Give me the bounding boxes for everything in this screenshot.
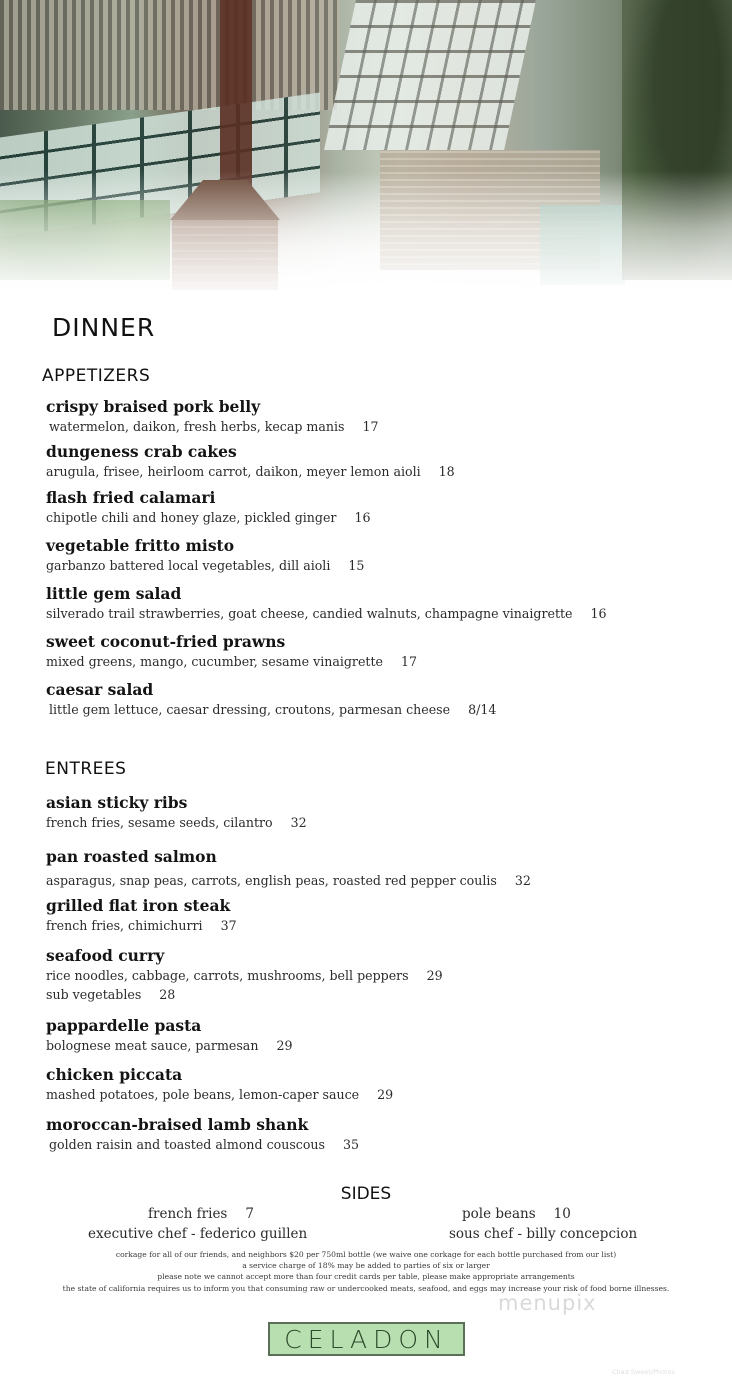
item-name: chicken piccata — [46, 1065, 183, 1084]
entrees-heading: ENTREES — [45, 759, 127, 779]
menu-item — [46, 1115, 359, 1154]
item-description — [46, 556, 364, 575]
item-description-text: mixed greens, mango, cucumber, sesame vinaigrette — [46, 654, 383, 669]
item-description — [46, 1135, 359, 1154]
item-name: vegetable fritto misto — [46, 536, 235, 555]
item-description — [46, 916, 237, 935]
item-sub-price: 28 — [159, 987, 176, 1002]
corkage-note: corkage for all of our friends, and neighbors $20 per 750ml bottle (we waive one corkage for each bottle purchased from our list) — [115, 1250, 617, 1259]
item-description-text: garbanzo battered local vegetables, dill aioli — [46, 558, 331, 573]
sides-heading: SIDES — [340, 1184, 392, 1204]
item-description-text: chipotle chili and honey glaze, pickled ginger — [46, 510, 337, 525]
item-description — [46, 1085, 393, 1104]
header-photo — [0, 0, 732, 300]
item-price: 8/14 — [468, 702, 497, 717]
item-description — [46, 813, 307, 832]
item-price: 29 — [276, 1038, 293, 1053]
skylight — [324, 0, 536, 150]
item-price: 35 — [343, 1137, 360, 1152]
item-name: caesar salad — [46, 680, 154, 699]
item-description — [46, 871, 531, 890]
appetizers-heading: APPETIZERS — [42, 366, 151, 386]
item-price: 15 — [348, 558, 365, 573]
item-name: pappardelle pasta — [46, 1016, 202, 1035]
menu-item — [46, 1065, 393, 1104]
item-price: 29 — [426, 968, 443, 983]
item-description-text: watermelon, daikon, fresh herbs, kecap manis — [49, 419, 345, 434]
item-price: 17 — [400, 654, 418, 669]
credit-card-note: please note we cannot accept more than four credit cards per table, please make appropriate arrangements — [157, 1272, 575, 1282]
item-price: 37 — [220, 918, 237, 933]
item-name: asian sticky ribs — [46, 793, 188, 812]
photo-credit: Chad Sweet/Photos — [612, 1368, 675, 1376]
menu-item — [46, 946, 443, 1004]
item-name: dungeness crab cakes — [46, 442, 237, 461]
item-sub-description-text: sub vegetables — [46, 987, 142, 1002]
item-price: 32 — [290, 815, 307, 830]
menu-title: DINNER — [52, 313, 156, 342]
side-item — [462, 1206, 571, 1222]
menu-item — [46, 680, 496, 719]
menu-item — [46, 896, 237, 935]
item-description — [46, 1036, 292, 1055]
menu-item — [46, 442, 455, 481]
item-description — [46, 417, 379, 436]
menu-item — [46, 793, 307, 832]
item-description-text: mashed potatoes, pole beans, lemon-caper sauce — [46, 1087, 360, 1102]
menu-item — [46, 584, 607, 623]
item-description-text: arugula, frisee, heirloom carrot, daikon, meyer lemon aioli — [46, 464, 421, 479]
menu-item — [46, 847, 531, 890]
item-description — [46, 462, 455, 481]
item-description-text: rice noodles, cabbage, carrots, mushrooms, bell peppers — [46, 968, 409, 983]
item-description-text: bolognese meat sauce, parmesan — [46, 1038, 259, 1053]
item-price: 17 — [362, 419, 379, 434]
sous-chef: sous chef - billy concepcion — [449, 1226, 638, 1242]
menu-item — [46, 632, 417, 671]
item-description-text: french fries, chimichurri — [46, 918, 203, 933]
item-name: grilled flat iron steak — [46, 896, 231, 915]
menu-item — [46, 1016, 292, 1055]
item-price: 29 — [377, 1087, 394, 1102]
item-name: flash fried calamari — [46, 488, 216, 507]
executive-chef: executive chef - federico guillen — [88, 1226, 308, 1242]
item-sub-description — [46, 985, 443, 1004]
item-description-text: silverado trail strawberries, goat cheese, candied walnuts, champagne vinaigrette — [46, 606, 573, 621]
side-item — [148, 1206, 254, 1222]
side-item-name: pole beans — [462, 1206, 536, 1222]
raw-food-warning: the state of california requires us to inform you that consuming raw or undercooked meats, seafood, and eggs may increase your risk of food borne illnesses. — [62, 1283, 670, 1293]
item-description — [46, 700, 496, 719]
item-description — [46, 966, 443, 985]
item-description-text: asparagus, snap peas, carrots, english peas, roasted red pepper coulis — [46, 873, 497, 888]
side-item-price: 7 — [245, 1206, 254, 1222]
item-description — [46, 604, 607, 623]
side-item-name: french fries — [148, 1206, 228, 1222]
item-price: 16 — [590, 606, 607, 621]
item-description — [46, 652, 417, 671]
service-charge-note: a service charge of 18% may be added to parties of six or larger — [242, 1261, 490, 1271]
item-description-text: french fries, sesame seeds, cilantro — [46, 815, 273, 830]
item-price: 16 — [354, 510, 371, 525]
item-description — [46, 508, 370, 527]
item-name: seafood curry — [46, 946, 165, 965]
photo-fade — [0, 170, 732, 300]
celadon-logo: CELADON — [268, 1322, 465, 1356]
item-price: 18 — [438, 464, 455, 479]
item-name: pan roasted salmon — [46, 847, 217, 866]
side-item-price: 10 — [553, 1206, 571, 1222]
item-price: 32 — [514, 873, 531, 888]
roof-trusses — [0, 0, 340, 110]
item-name: sweet coconut-fried prawns — [46, 632, 286, 651]
item-description-text: little gem lettuce, caesar dressing, croutons, parmesan cheese — [49, 702, 451, 717]
menu-item — [46, 536, 364, 575]
item-name: moroccan-braised lamb shank — [46, 1115, 309, 1134]
menu-item — [46, 397, 379, 436]
item-name: little gem salad — [46, 584, 182, 603]
fine-print — [0, 1249, 732, 1294]
item-name: crispy braised pork belly — [46, 397, 261, 416]
item-description-text: golden raisin and toasted almond couscous — [49, 1137, 325, 1152]
menupix-watermark: menupix — [498, 1291, 597, 1315]
menu-item — [46, 488, 370, 527]
